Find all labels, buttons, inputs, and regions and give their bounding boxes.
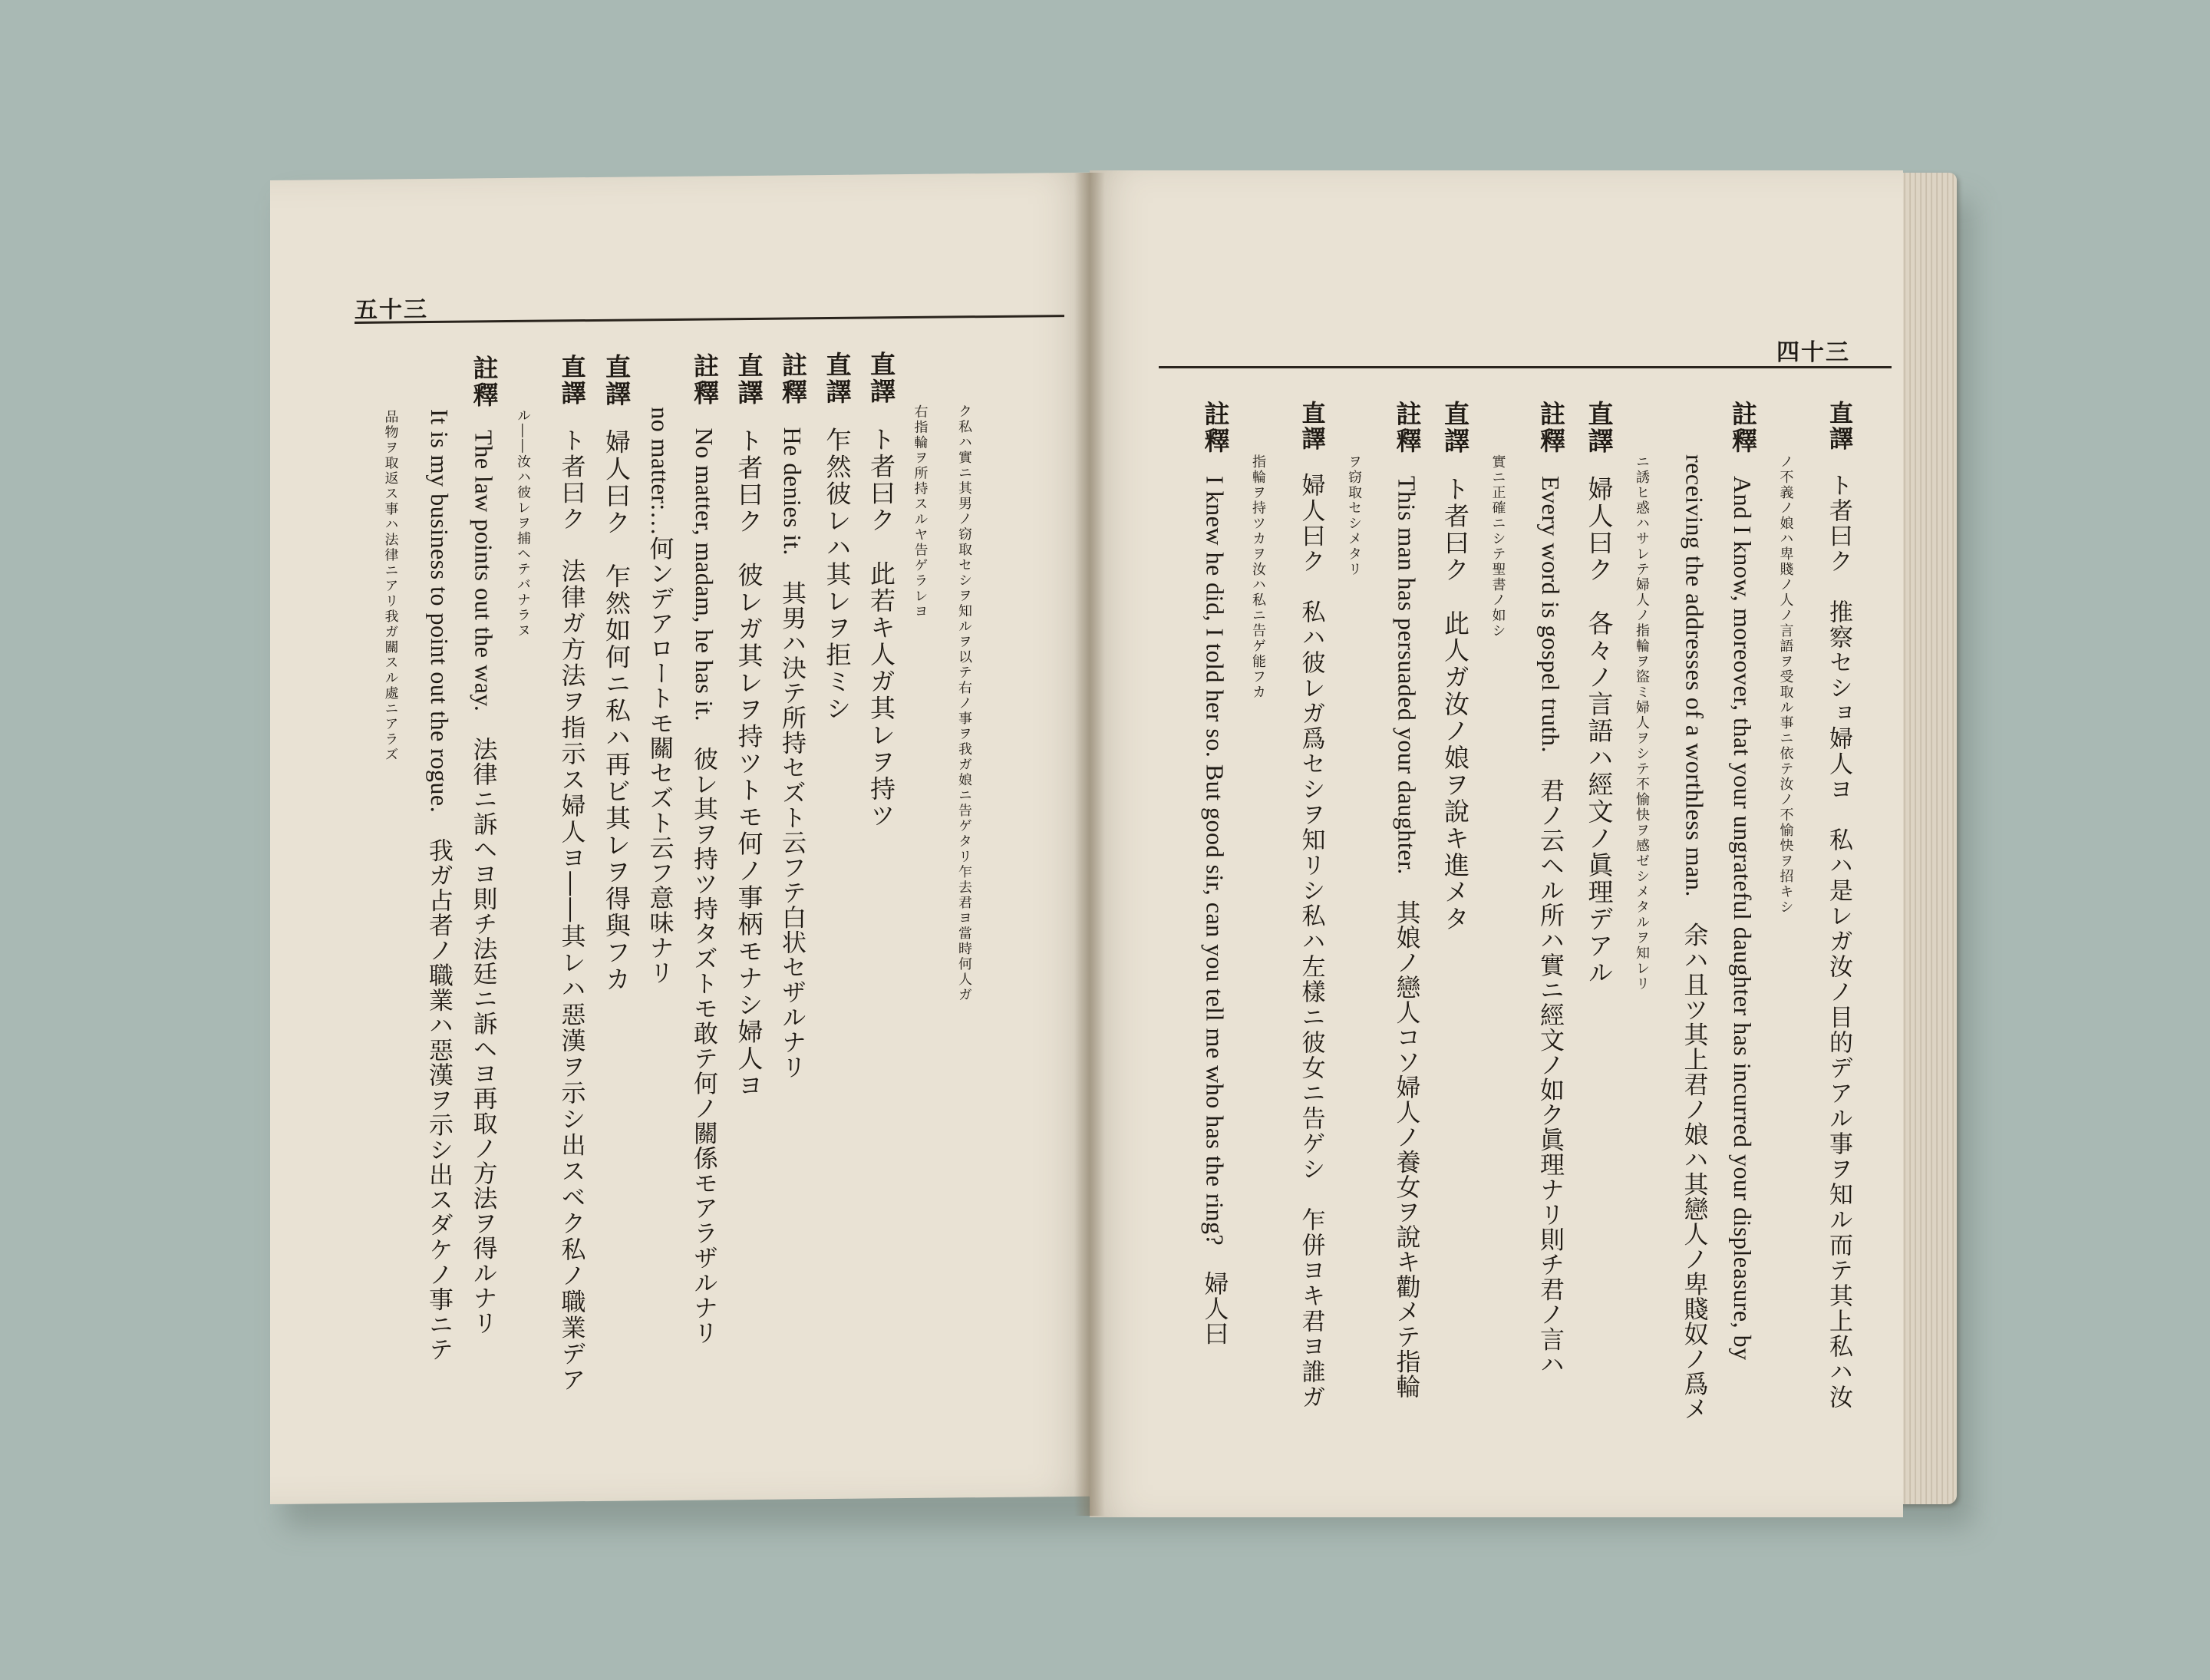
text-column — [557, 354, 587, 1413]
column-text: He denies it. 其男ハ決テ所持セズト云フテ白状セザルナリ — [779, 427, 806, 1080]
column-text: ト者曰ク 此若キ人ガ其レヲ持ツ — [866, 426, 896, 830]
column-text: 婦人曰ク 私ハ彼レガ爲セシヲ知リシ私ハ左樣ニ彼女ニ告ゲシ 乍併ヨキ君ヨ誰ガ — [1297, 473, 1325, 1410]
column-text: ル――汝ハ彼レヲ捕ヘテバナラヌ — [515, 408, 531, 639]
text-column — [1730, 401, 1756, 1421]
text-column — [1584, 401, 1615, 1421]
column-label: 註釋 — [469, 355, 500, 409]
column-text: 品物ヲ取返ス事ハ法律ニアリ我ガ關スル處ニアラズ — [382, 409, 399, 763]
text-column — [516, 355, 529, 1467]
column-label: 直譯 — [734, 352, 764, 407]
text-column — [648, 353, 673, 1466]
column-label: 直譯 — [866, 351, 896, 405]
column-text: ニ誘ヒ惑ハサレテ婦人ノ指輪ヲ盜ミ婦人ヲシテ不愉快ヲ感ゼシメタルヲ知レリ — [1634, 454, 1650, 992]
column-text: And I know, moreover, that your ungrateful daughter has incurred your displeasure, by — [1729, 476, 1756, 1361]
column-text: no matter:…何ンデアロートモ關セズト云フ意味ナリ — [646, 406, 675, 985]
text-column — [1299, 401, 1323, 1421]
column-label: 註釋 — [1536, 401, 1566, 454]
column-label: 註釋 — [1728, 401, 1758, 454]
text-column — [1826, 401, 1850, 1421]
text-column — [427, 355, 452, 1468]
book-gutter — [1074, 173, 1105, 1516]
text-column — [384, 355, 397, 1468]
text-column — [1491, 401, 1505, 1475]
left-header-rule — [355, 315, 1064, 324]
right-page — [1090, 170, 1903, 1517]
column-text: The law points out the way. 法律ニ訴ヘヨ則チ法廷ニ訴ヘヨ再取ノ方法ヲ得ルナリ — [470, 430, 498, 1335]
text-column — [822, 351, 853, 1411]
text-column — [602, 353, 632, 1413]
column-text: I knew he did, I told her so. But good sir, can you tell me who has the ring? 婦人曰 — [1201, 476, 1229, 1346]
text-column — [1440, 401, 1470, 1421]
text-column — [1683, 401, 1707, 1475]
right-header-rule — [1159, 366, 1892, 368]
column-label: 直譯 — [557, 354, 587, 407]
column-label: 直譯 — [1825, 401, 1852, 451]
column-text: Every word is gospel truth. 君ノ云ヘル所ハ實ニ經文ノ如ク眞理ナリ則チ君ノ言ハ — [1537, 476, 1565, 1377]
text-column — [866, 351, 896, 1410]
text-column — [469, 355, 500, 1414]
column-text: 乍然彼レハ其レヲ拒ミシ — [822, 426, 853, 723]
right-page-number: 四十三 — [1776, 339, 1850, 366]
column-label: 直譯 — [1440, 401, 1470, 454]
text-column — [957, 350, 971, 1463]
text-column — [1392, 401, 1423, 1421]
column-label: 直譯 — [1584, 401, 1615, 454]
text-column — [913, 351, 927, 1464]
column-label: 直譯 — [1297, 401, 1325, 451]
column-text: receiving the addresses of a worthless man. 余ハ且ツ其上君ノ娘ハ其戀人ノ卑賤奴ノ爲メ — [1681, 454, 1709, 1421]
text-column — [1779, 401, 1793, 1475]
text-column — [1251, 401, 1265, 1475]
column-text: 實ニ正確ニシテ聖書ノ如シ — [1489, 454, 1506, 639]
text-column — [1200, 401, 1231, 1421]
page-edges — [1895, 173, 1957, 1504]
column-text: ノ不義ノ娘ハ卑賤ノ人ノ言語ヲ受取ル事ニ依テ汝ノ不愉快ヲ招キシ — [1777, 454, 1794, 915]
column-text: 婦人曰ク 各々ノ言語ハ經文ノ眞理デアル — [1584, 476, 1615, 986]
column-text: ト者曰ク 推察セショ婦人ヨ 私ハ是レガ汝ノ目的デアル事ヲ知ル而テ其上私ハ汝 — [1825, 473, 1852, 1410]
column-label: 註釋 — [690, 352, 720, 407]
column-text: 右指輪ヲ所持スルヤ告ゲラレヨ — [912, 404, 929, 619]
column-text: No matter, madam, he has it. 彼レ其ヲ持ツ持タズトモ敢テ何ノ關係モアラザルナリ — [691, 427, 718, 1345]
left-page — [270, 173, 1091, 1504]
column-text: 指輪ヲ持ツカヲ汝ハ私ニ告ゲ能フカ — [1250, 454, 1266, 700]
column-text: It is my business to point out the rogue. 我ガ占者ノ職業ハ惡漢ヲ示シ出スダケノ事ニテ — [426, 408, 454, 1362]
column-text: ヲ窃取セシメタリ — [1346, 454, 1362, 577]
text-column — [780, 352, 806, 1411]
column-text: ト者曰ク 彼レガ其レヲ持ツトモ何ノ事柄モナシ婦人ヨ — [734, 427, 764, 1100]
column-text: ク私ハ實ニ其男ノ窃取セシヲ知ルヲ以テ右ノ事ヲ我ガ娘ニ告ゲタリ乍去君ヨ當時何人ガ — [956, 404, 972, 1003]
text-column — [1634, 401, 1648, 1475]
column-label: 註釋 — [1200, 401, 1231, 454]
text-column — [734, 352, 764, 1411]
text-column — [1536, 401, 1566, 1421]
left-page-number: 五十三 — [355, 296, 428, 324]
text-column — [690, 352, 720, 1411]
column-text: This man has persuaded your daughter. 其娘ノ戀人コソ婦人ノ養女ヲ說キ勸メテ指輪 — [1393, 476, 1421, 1399]
column-label: 註釋 — [778, 352, 808, 406]
column-text: ト者曰ク 法律ガ方法ヲ指示ス婦人ヨ――其レハ惡漢ヲ示シ出スベク私ノ職業デア — [557, 427, 587, 1394]
column-label: 直譯 — [822, 351, 853, 406]
column-label: 註釋 — [1392, 401, 1423, 454]
column-text: 婦人曰ク 乍然如何ニ私ハ再ビ其レヲ得與フカ — [602, 428, 632, 993]
text-column — [1347, 401, 1361, 1475]
column-label: 直譯 — [602, 353, 632, 408]
column-text: ト者曰ク 此人ガ汝ノ娘ヲ說キ進メタ — [1440, 476, 1470, 932]
